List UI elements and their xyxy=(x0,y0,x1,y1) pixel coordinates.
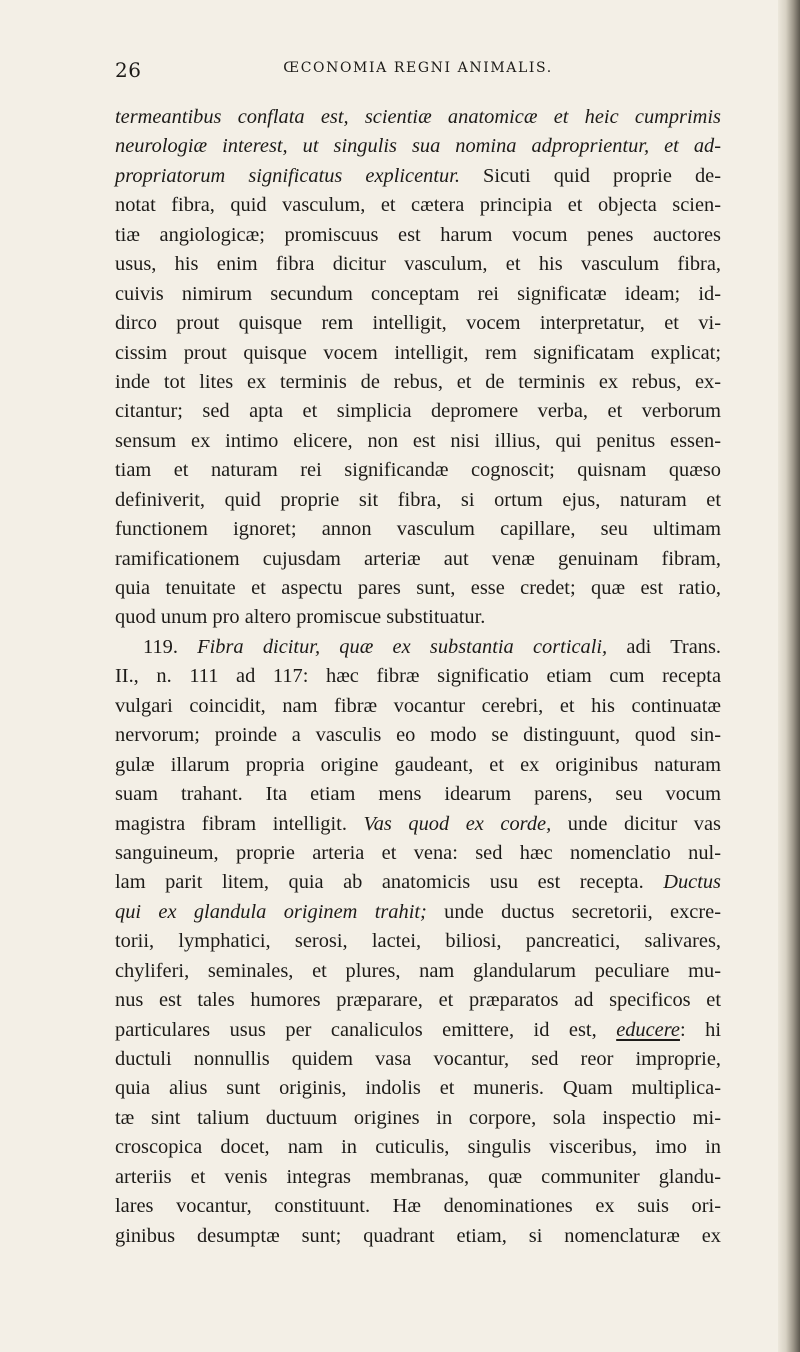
italic-emphasis xyxy=(115,165,460,187)
text-segment: particulares usus per canaliculos emittere, id est, xyxy=(115,1018,617,1041)
text-line xyxy=(115,132,721,161)
text-line xyxy=(115,427,721,456)
text-line xyxy=(115,751,721,780)
text-segment: ductuli nonnullis quidem vasa vocantur, sed reor improprie, xyxy=(115,1048,721,1070)
underlined-emphasis xyxy=(616,1019,680,1041)
page-edge-shadow xyxy=(778,0,800,1352)
text-segment: nervorum; proinde a vasculis eo modo se distinguunt, quod sin- xyxy=(115,724,721,747)
text-segment: lares vocantur, constituunt. Hæ denominationes ex suis ori- xyxy=(115,1195,721,1218)
text-line xyxy=(115,721,721,750)
text-line xyxy=(115,633,721,662)
text-line xyxy=(115,603,721,632)
text-line xyxy=(115,221,721,250)
text-segment: croscopica docet, nam in cuticulis, singulis visceribus, imo in xyxy=(115,1136,721,1159)
italic-text-segment: neurologiæ interest, ut singulis sua nomina adproprientur, et ad- xyxy=(115,135,721,158)
text-line xyxy=(115,339,721,368)
italic-emphasis xyxy=(115,135,721,157)
text-segment: 119. xyxy=(143,635,198,658)
text-segment: citantur; sed apta et simplicia depromere verba, et verborum xyxy=(115,400,721,423)
text-line xyxy=(115,309,721,338)
italic-text-segment: Ductus xyxy=(663,871,721,894)
text-segment: : hi xyxy=(679,1018,722,1041)
text-segment: arteriis et venis integras membranas, quæ communiter glandu- xyxy=(115,1165,721,1188)
text-segment: quod unum pro altero promiscue substituatur. xyxy=(115,606,486,629)
text-line xyxy=(115,1074,721,1103)
italic-emphasis xyxy=(197,636,607,658)
text-segment: II., n. 111 ad 117: hæc fibræ significatio etiam cum recepta xyxy=(115,665,721,688)
text-segment: vulgari coincidit, nam fibræ vocantur cerebri, et his continuatæ xyxy=(115,694,721,717)
text-line xyxy=(115,545,721,574)
text-line xyxy=(115,368,721,397)
text-segment: suam trahant. Ita etiam mens idearum parens, seu vocum xyxy=(115,783,721,806)
text-segment: dirco prout quisque rem intelligit, vocem interpretatur, et vi- xyxy=(115,312,721,335)
text-line xyxy=(115,1104,721,1133)
text-line xyxy=(115,662,721,691)
text-segment: functionem ignoret; annon vasculum capillare, seu ultimam xyxy=(115,518,721,541)
text-segment: lam parit litem, quia ab anatomicis usu est recepta. xyxy=(115,871,664,894)
text-segment: unde dicitur vas xyxy=(551,812,721,835)
text-segment: gulæ illarum propria origine gaudeant, et ex originibus naturam xyxy=(115,753,721,776)
text-segment: usus, his enim fibra dicitur vasculum, et his vasculum fibra, xyxy=(115,253,721,276)
text-line xyxy=(115,191,721,220)
text-line xyxy=(115,898,721,927)
text-line xyxy=(115,957,721,986)
text-segment: cissim prout quisque vocem intelligit, rem significatam explicat; xyxy=(115,341,721,364)
text-line xyxy=(115,456,721,485)
text-segment: sensum ex intimo elicere, non est nisi illius, qui penitus essen- xyxy=(115,429,721,452)
text-segment: adi Trans. xyxy=(607,635,722,658)
body-text xyxy=(115,103,721,1251)
text-line xyxy=(115,1133,721,1162)
text-line xyxy=(115,986,721,1015)
italic-text-segment: qui ex glandula originem trahit; xyxy=(115,900,427,923)
italic-text-segment: educere xyxy=(616,1018,680,1041)
text-line xyxy=(115,927,721,956)
text-segment: tæ sint talium ductuum origines in corpore, sola inspectio mi- xyxy=(115,1106,721,1129)
text-line xyxy=(115,574,721,603)
page-header xyxy=(115,58,721,88)
running-head: ŒCONOMIA REGNI ANIMALIS. xyxy=(283,60,553,76)
text-segment: definiverit, quid proprie sit fibra, si ortum ejus, naturam et xyxy=(115,488,721,511)
text-line xyxy=(115,1045,721,1074)
text-line xyxy=(115,780,721,809)
text-segment: notat fibra, quid vasculum, et cætera principia et objecta scien- xyxy=(115,194,721,217)
page-number: 26 xyxy=(115,58,142,82)
text-segment: tiam et naturam rei significandæ cognoscit; quisnam quæso xyxy=(115,459,721,482)
italic-emphasis xyxy=(115,106,721,128)
italic-text-segment: Fibra dicitur, quæ ex substantia corticali, xyxy=(197,635,608,658)
text-segment: torii, lymphatici, serosi, lactei, biliosi, pancreatici, salivares, xyxy=(115,930,721,953)
text-line xyxy=(115,103,721,132)
text-segment: Sicuti quid proprie de- xyxy=(459,164,721,187)
text-segment: quia tenuitate et aspectu pares sunt, esse credet; quæ est ratio, xyxy=(115,577,721,599)
text-line xyxy=(115,1192,721,1221)
text-segment: cuivis nimirum secundum conceptam rei significatæ ideam; id- xyxy=(115,282,721,305)
text-segment: inde tot lites ex terminis de rebus, et de terminis ex rebus, ex- xyxy=(115,370,721,393)
text-line xyxy=(115,1163,721,1192)
text-line xyxy=(115,810,721,839)
text-line xyxy=(115,1222,721,1251)
text-segment: ginibus desumptæ sunt; quadrant etiam, si nomenclaturæ ex xyxy=(115,1224,721,1247)
text-line xyxy=(115,1016,721,1045)
italic-emphasis xyxy=(364,813,552,835)
text-segment: nus est tales humores præparare, et præparatos ad specificos et xyxy=(115,989,721,1012)
text-line xyxy=(115,868,721,897)
text-line xyxy=(115,162,721,191)
text-segment: magistra fibram intelligit. xyxy=(115,812,364,835)
text-segment: tiæ angiologicæ; promiscuus est harum vocum penes auctores xyxy=(115,223,721,246)
text-segment: quia alius sunt originis, indolis et muneris. Quam multiplica- xyxy=(115,1077,721,1100)
italic-emphasis xyxy=(115,901,427,923)
text-line xyxy=(115,839,721,868)
text-line xyxy=(115,280,721,309)
italic-text-segment: Vas quod ex corde, xyxy=(363,812,552,835)
text-line xyxy=(115,250,721,279)
italic-text-segment: termeantibus conflata est, scientiæ anatomicæ et heic cumprimis xyxy=(115,106,721,128)
text-segment: sanguineum, proprie arteria et vena: sed hæc nomenclatio nul- xyxy=(115,841,721,864)
text-line xyxy=(115,515,721,544)
text-line xyxy=(115,397,721,426)
italic-emphasis xyxy=(663,871,721,893)
text-segment: chyliferi, seminales, et plures, nam glandularum peculiare mu- xyxy=(115,959,721,982)
text-line xyxy=(115,486,721,515)
text-line xyxy=(115,692,721,721)
text-segment: ramificationem cujusdam arteriæ aut venæ genuinam fibram, xyxy=(115,547,721,570)
text-segment: unde ductus secretorii, excre- xyxy=(426,900,721,923)
italic-text-segment: propriatorum significatus explicentur. xyxy=(115,164,460,187)
